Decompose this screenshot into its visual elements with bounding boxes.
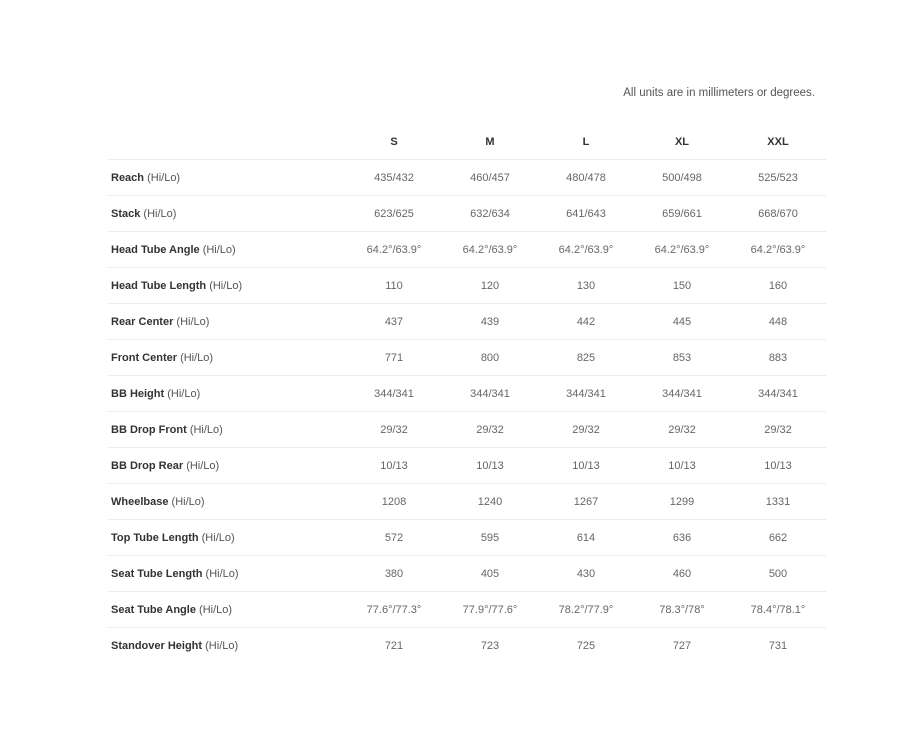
table-row xyxy=(108,376,826,412)
value-cell-l: 10/13 xyxy=(538,448,634,484)
row-label-name: Front Center xyxy=(111,351,177,364)
row-label-suffix: (Hi/Lo) xyxy=(186,459,220,472)
value-cell-l: 614 xyxy=(538,520,634,556)
value-cell-l: 78.2°/77.9° xyxy=(538,592,634,628)
value-cell-m: 723 xyxy=(480,639,500,652)
value-cell-xl: 853 xyxy=(634,340,730,376)
value-cell-m: 405 xyxy=(442,556,538,592)
value-cell-l: 725 xyxy=(576,639,596,652)
value-cell-l: 130 xyxy=(538,268,634,304)
row-label xyxy=(108,340,346,376)
value-cell-s: 64.2°/63.9° xyxy=(346,232,442,268)
header-row xyxy=(108,124,826,160)
size-header-m: M xyxy=(442,124,538,160)
table-row xyxy=(108,304,826,340)
value-cell-l: 1267 xyxy=(538,484,634,520)
value-cell-xl: 78.3°/78° xyxy=(634,592,730,628)
row-label-suffix: (Hi/Lo) xyxy=(180,351,214,364)
table-row xyxy=(108,556,826,592)
value-cell-xl: 150 xyxy=(634,268,730,304)
value-cell-m: 64.2°/63.9° xyxy=(442,232,538,268)
row-label-suffix: (Hi/Lo) xyxy=(209,279,243,292)
value-cell-m: 120 xyxy=(442,268,538,304)
size-header-xl: XL xyxy=(634,124,730,160)
value-cell-m: 595 xyxy=(442,520,538,556)
row-label-name: Reach xyxy=(111,171,145,184)
row-label-name: Rear Center xyxy=(111,315,174,328)
table-row xyxy=(108,232,826,268)
row-label-suffix: (Hi/Lo) xyxy=(147,171,181,184)
value-cell-xxl: 448 xyxy=(730,304,826,340)
value-cell-xxl: 64.2°/63.9° xyxy=(730,232,826,268)
size-header-s: S xyxy=(346,124,442,160)
value-cell-s: 437 xyxy=(346,304,442,340)
value-cell-xl: 500/498 xyxy=(634,160,730,196)
row-label-suffix: (Hi/Lo) xyxy=(176,315,210,328)
table-row xyxy=(108,340,826,376)
value-cell-m: 1240 xyxy=(442,484,538,520)
value-cell-s: 77.6°/77.3° xyxy=(346,592,442,628)
row-label-suffix: (Hi/Lo) xyxy=(205,567,239,580)
value-cell-m: 460/457 xyxy=(442,160,538,196)
row-label-name: Head Tube Length xyxy=(111,279,207,292)
table-row xyxy=(108,448,826,484)
row-label xyxy=(108,556,346,592)
value-cell-l: 64.2°/63.9° xyxy=(538,232,634,268)
row-label-suffix: (Hi/Lo) xyxy=(202,243,236,256)
value-cell-l: 29/32 xyxy=(538,412,634,448)
value-cell-s: 572 xyxy=(346,520,442,556)
row-label-suffix: (Hi/Lo) xyxy=(201,531,235,544)
row-label-suffix: (Hi/Lo) xyxy=(171,495,205,508)
size-header-l: L xyxy=(538,124,634,160)
value-cell-s: 1208 xyxy=(346,484,442,520)
value-cell-s: 110 xyxy=(346,268,442,304)
value-cell-m: 632/634 xyxy=(442,196,538,232)
value-cell-m: 10/13 xyxy=(442,448,538,484)
value-cell-l: 641/643 xyxy=(538,196,634,232)
units-note: All units are in millimeters or degrees. xyxy=(623,87,815,99)
value-cell-xl: 445 xyxy=(634,304,730,340)
value-cell-m: 29/32 xyxy=(442,412,538,448)
value-cell-xl: 29/32 xyxy=(634,412,730,448)
table-row xyxy=(108,196,826,232)
value-cell-xl: 1299 xyxy=(634,484,730,520)
row-label xyxy=(108,376,346,412)
value-cell-m: 800 xyxy=(442,340,538,376)
row-label xyxy=(108,412,346,448)
row-label-name: Stack xyxy=(111,207,141,220)
row-label xyxy=(108,232,346,268)
row-label-name: Seat Tube Angle xyxy=(111,603,196,616)
size-header-xxl: XXL xyxy=(730,124,826,160)
value-cell-xxl: 883 xyxy=(730,340,826,376)
geometry-table xyxy=(108,124,826,663)
value-cell-xxl: 344/341 xyxy=(730,376,826,412)
table-row xyxy=(108,160,826,196)
row-label-name: Head Tube Angle xyxy=(111,243,200,256)
table-row xyxy=(108,592,826,628)
row-label-name: Seat Tube Length xyxy=(111,567,203,580)
value-cell-s: 623/625 xyxy=(346,196,442,232)
table-row xyxy=(108,628,826,664)
table-row xyxy=(108,484,826,520)
geometry-table-header xyxy=(108,124,826,160)
value-cell-s: 29/32 xyxy=(346,412,442,448)
value-cell-m: 439 xyxy=(442,304,538,340)
row-label xyxy=(108,268,346,304)
value-cell-xl: 344/341 xyxy=(634,376,730,412)
row-label xyxy=(108,304,346,340)
row-label-name: Wheelbase xyxy=(111,495,169,508)
row-label xyxy=(108,196,346,232)
value-cell-s: 344/341 xyxy=(346,376,442,412)
row-label xyxy=(108,160,346,196)
value-cell-xxl: 10/13 xyxy=(730,448,826,484)
value-cell-xxl: 525/523 xyxy=(730,160,826,196)
value-cell-xl: 636 xyxy=(634,520,730,556)
value-cell-xl: 460 xyxy=(634,556,730,592)
row-label xyxy=(108,628,346,664)
table-row xyxy=(108,412,826,448)
row-label-name: BB Drop Rear xyxy=(111,459,184,472)
value-cell-m: 344/341 xyxy=(442,376,538,412)
value-cell-xl: 10/13 xyxy=(634,448,730,484)
table-row xyxy=(108,268,826,304)
value-cell-xl: 659/661 xyxy=(634,196,730,232)
value-cell-xl: 64.2°/63.9° xyxy=(634,232,730,268)
value-cell-s: 10/13 xyxy=(346,448,442,484)
value-cell-l: 480/478 xyxy=(538,160,634,196)
row-label-name: Standover Height xyxy=(111,639,203,652)
value-cell-xxl: 500 xyxy=(730,556,826,592)
row-label xyxy=(108,520,346,556)
row-label xyxy=(108,592,346,628)
value-cell-l: 442 xyxy=(538,304,634,340)
value-cell-l: 344/341 xyxy=(538,376,634,412)
value-cell-xxl: 668/670 xyxy=(730,196,826,232)
row-label-suffix: (Hi/Lo) xyxy=(205,639,239,652)
label-column-header xyxy=(108,124,346,160)
value-cell-m: 77.9°/77.6° xyxy=(442,592,538,628)
row-label-name: BB Drop Front xyxy=(111,423,187,436)
row-label-suffix: (Hi/Lo) xyxy=(143,207,177,220)
value-cell-l: 430 xyxy=(538,556,634,592)
row-label-suffix: (Hi/Lo) xyxy=(199,603,233,616)
value-cell-s: 380 xyxy=(346,556,442,592)
row-label-suffix: (Hi/Lo) xyxy=(189,423,223,436)
value-cell-s: 721 xyxy=(384,639,404,652)
value-cell-xl: 727 xyxy=(672,639,692,652)
row-label xyxy=(108,448,346,484)
value-cell-s: 771 xyxy=(346,340,442,376)
value-cell-s: 435/432 xyxy=(346,160,442,196)
value-cell-xxl: 731 xyxy=(768,639,788,652)
value-cell-xxl: 78.4°/78.1° xyxy=(730,592,826,628)
row-label-suffix: (Hi/Lo) xyxy=(167,387,201,400)
geometry-table-body xyxy=(108,160,826,664)
value-cell-xxl: 662 xyxy=(730,520,826,556)
value-cell-xxl: 160 xyxy=(730,268,826,304)
table-row xyxy=(108,520,826,556)
row-label-name: Top Tube Length xyxy=(111,531,199,544)
value-cell-l: 825 xyxy=(538,340,634,376)
value-cell-xxl: 1331 xyxy=(730,484,826,520)
row-label xyxy=(108,484,346,520)
row-label-name: BB Height xyxy=(111,387,165,400)
value-cell-xxl: 29/32 xyxy=(730,412,826,448)
